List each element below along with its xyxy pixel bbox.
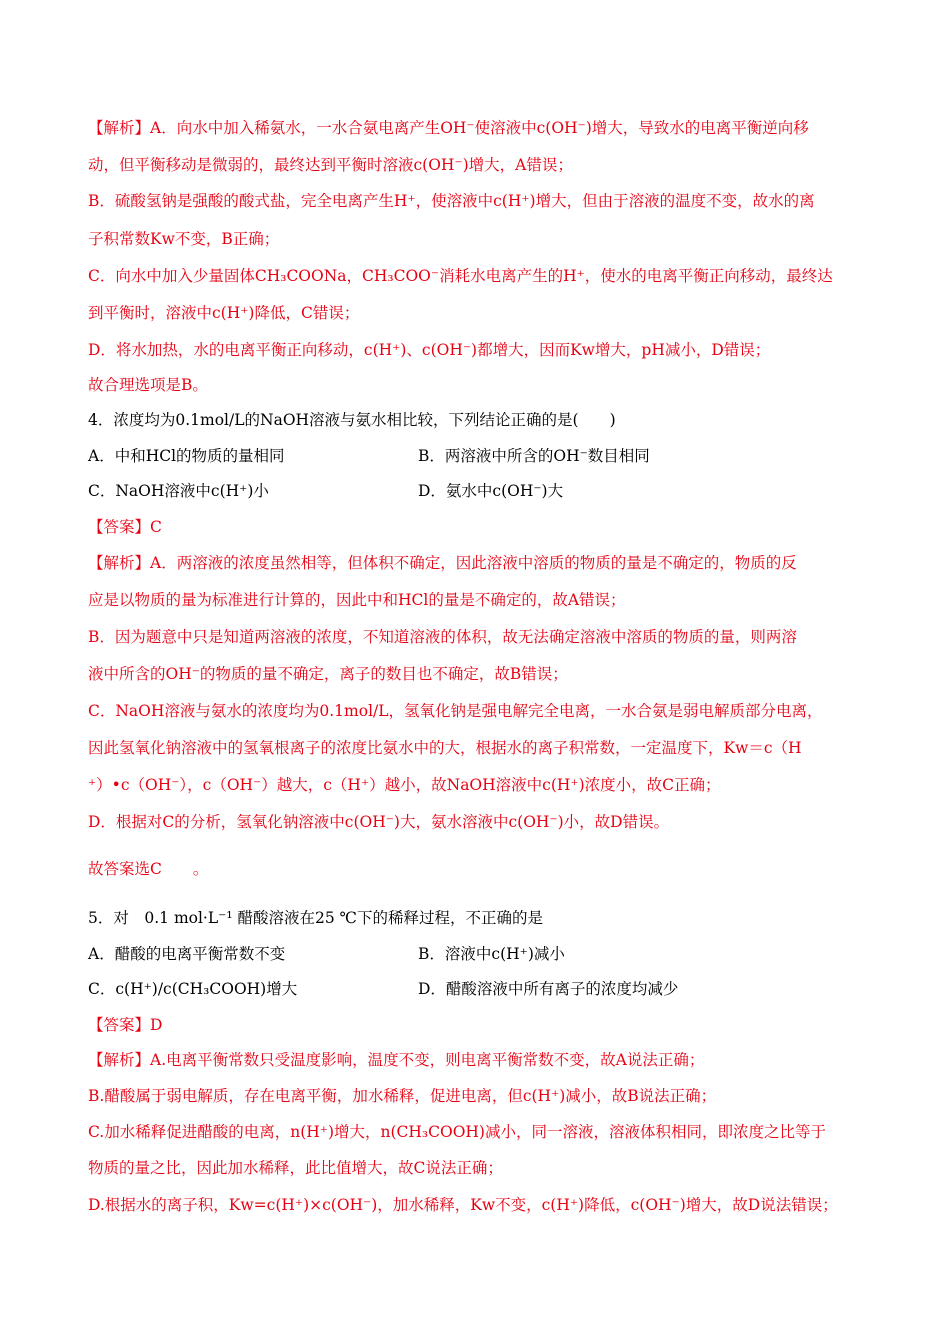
q3-analysis-line: 【解析】A．向水中加入稀氨水，一水合氨电离产生OH⁻使溶液中c(OH⁻)增大，导致水的电离平衡逆向移: [88, 119, 809, 137]
q4-option-b: B．两溶液中所含的OH⁻数目相同: [418, 447, 650, 465]
q4-stem: 4．浓度均为0.1mol/L的NaOH溶液与氨水相比较，下列结论正确的是( ): [88, 411, 616, 429]
q4-option-c: C．NaOH溶液中c(H⁺)小: [88, 482, 269, 500]
q4-analysis-line: 液中所含的OH⁻的物质的量不确定，离子的数目也不确定，故B错误；: [88, 665, 568, 683]
q4-analysis-line: B．因为题意中只是知道两溶液的浓度，不知道溶液的体积，故无法确定溶液中溶质的物质的量，则两溶: [88, 628, 797, 646]
q4-analysis-line: D．根据对C的分析，氢氧化钠溶液中c(OH⁻)大，氨水溶液中c(OH⁻)小，故D错误。: [88, 813, 670, 831]
q5-stem: 5．对 0.1 mol·L⁻¹ 醋酸溶液在25 ℃下的稀释过程，不正确的是: [88, 909, 543, 927]
q5-analysis-line: 【解析】A.电离平衡常数只受温度影响，温度不变，则电离平衡常数不变，故A说法正确；: [88, 1051, 705, 1069]
q5-option-a: A．醋酸的电离平衡常数不变: [88, 945, 286, 963]
q5-analysis-line: B.醋酸属于弱电解质，存在电离平衡，加水稀释，促进电离，但c(H⁺)减小，故B说法正确；: [88, 1087, 717, 1105]
q5-option-c: C．c(H⁺)/c(CH₃COOH)增大: [88, 980, 298, 998]
q5-option-d: D．醋酸溶液中所有离子的浓度均减少: [418, 980, 679, 998]
q5-analysis-line: C.加水稀释促进醋酸的电离，n(H⁺)增大，n(CH₃COOH)减小，同一溶液，溶液体积相同，即浓度之比等于: [88, 1123, 826, 1141]
q5-answer: 【答案】D: [88, 1016, 163, 1034]
q5-analysis-line: 物质的量之比，因此加水稀释，此比值增大，故C说法正确；: [88, 1159, 503, 1177]
q3-analysis-line: 动，但平衡移动是微弱的，最终达到平衡时溶液c(OH⁻)增大，A错误；: [88, 156, 573, 174]
q3-analysis-line: 到平衡时，溶液中c(H⁺)降低，C错误；: [88, 304, 360, 322]
q4-answer: 【答案】C: [88, 518, 162, 536]
q3-analysis-line: 子积常数Kw不变，B正确；: [88, 230, 280, 248]
q4-conclusion: 故答案选C 。: [88, 860, 209, 878]
q4-option-a: A．中和HCl的物质的量相同: [88, 447, 285, 465]
q5-analysis-line: D.根据水的离子积，Kw=c(H⁺)×c(OH⁻)，加水稀释，Kw不变，c(H⁺)降低，c(OH⁻)增大，故D说法错误；: [88, 1196, 838, 1214]
q4-analysis-line: ⁺）•c（OH⁻），c（OH⁻）越大，c（H⁺）越小，故NaOH溶液中c(H⁺)浓度小，故C正确；: [88, 776, 721, 794]
q3-analysis-line: C．向水中加入少量固体CH₃COONa，CH₃COO⁻消耗水电离产生的H⁺，使水的电离平衡正向移动，最终达: [88, 267, 833, 285]
q4-analysis-line: 因此氢氧化钠溶液中的氢氧根离子的浓度比氨水中的大，根据水的离子积常数，一定温度下，Kw＝c（H: [88, 739, 802, 757]
q3-conclusion: 故合理选项是B。: [88, 376, 208, 394]
q3-analysis-line: B．硫酸氢钠是强酸的酸式盐，完全电离产生H⁺，使溶液中c(H⁺)增大，但由于溶液的温度不变，故水的离: [88, 192, 815, 210]
q4-analysis-line: C．NaOH溶液与氨水的浓度均为0.1mol/L，氢氧化钠是强电解完全电离，一水合氨是弱电解质部分电离，: [88, 702, 823, 720]
q5-option-b: B．溶液中c(H⁺)减小: [418, 945, 565, 963]
q4-option-d: D．氨水中c(OH⁻)大: [418, 482, 564, 500]
q4-analysis-line: 【解析】A．两溶液的浓度虽然相等，但体积不确定，因此溶液中溶质的物质的量是不确定的，物质的反: [88, 554, 797, 572]
q4-analysis-line: 应是以物质的量为标准进行计算的，因此中和HCl的量是不确定的，故A错误；: [88, 591, 626, 609]
q3-analysis-line: D．将水加热，水的电离平衡正向移动，c(H⁺)、c(OH⁻)都增大，因而Kw增大，pH减小，D错误；: [88, 341, 771, 359]
